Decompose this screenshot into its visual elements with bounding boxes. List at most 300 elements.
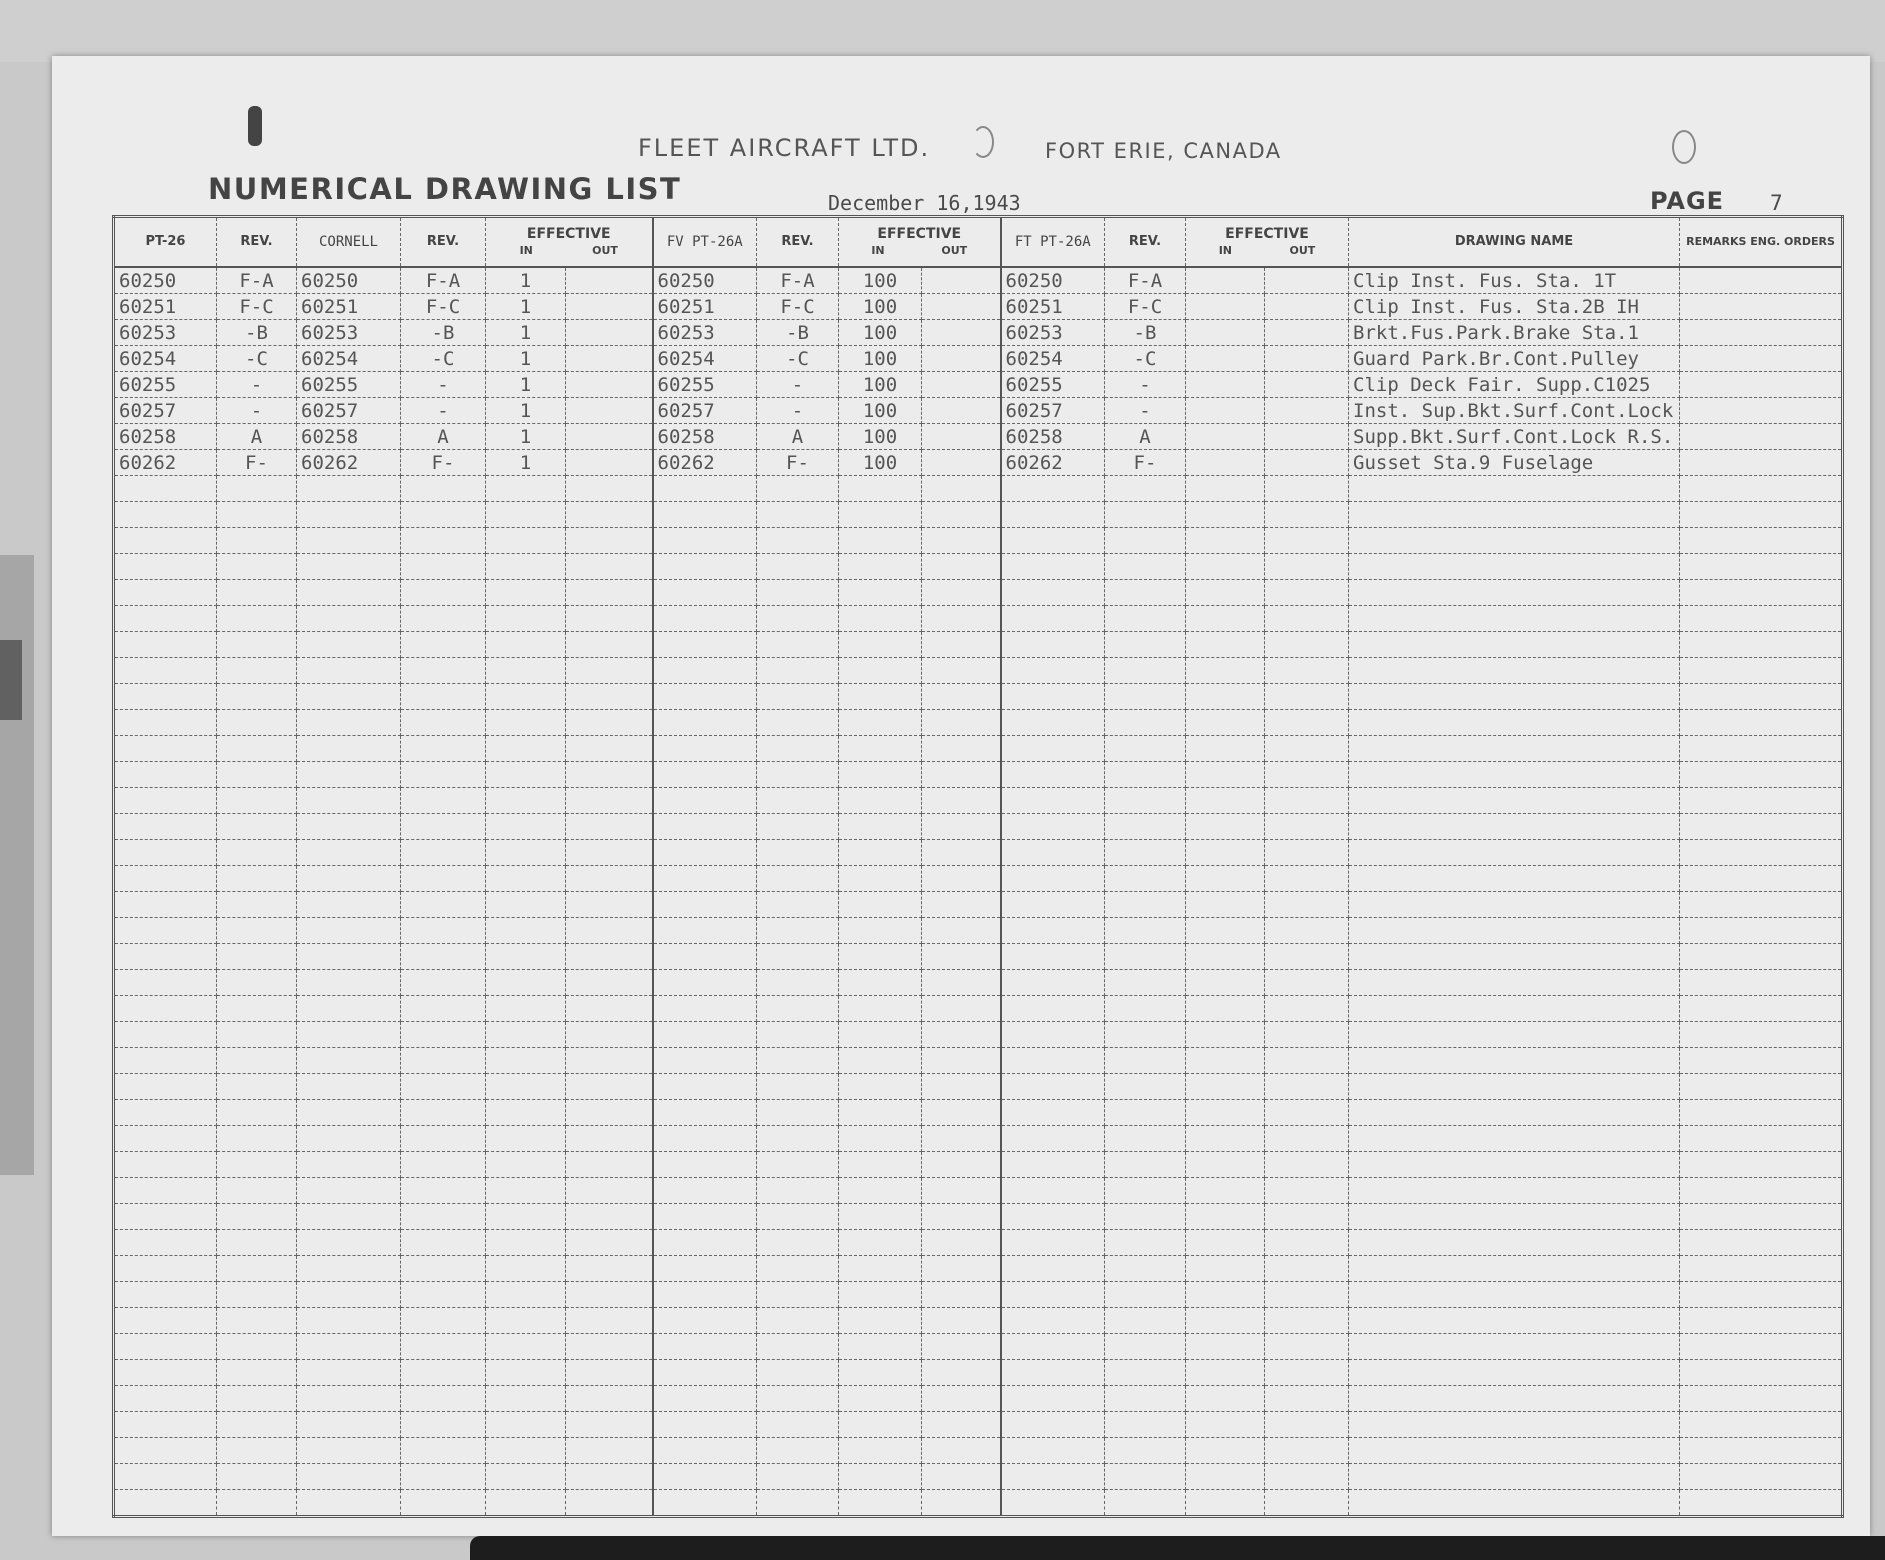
cell-ft: 60255	[1001, 372, 1105, 398]
cell-ft	[1001, 788, 1105, 814]
cell-remarks	[1680, 840, 1843, 866]
cell-name	[1349, 1178, 1680, 1204]
cell-in3	[1186, 320, 1265, 346]
cell-in2	[839, 1204, 922, 1230]
cell-rev1	[217, 788, 297, 814]
cell-in1	[486, 840, 566, 866]
cell-in1: 1	[486, 424, 566, 450]
blank-row	[114, 1256, 1843, 1282]
cell-fv	[653, 606, 757, 632]
cell-out1	[566, 1386, 653, 1412]
cell-remarks	[1680, 762, 1843, 788]
cell-rev3	[757, 1386, 839, 1412]
cell-cornell	[297, 1334, 401, 1360]
cell-rev3	[757, 1256, 839, 1282]
cell-out2	[922, 1334, 1001, 1360]
cell-rev3	[757, 476, 839, 502]
cell-pt26	[114, 580, 217, 606]
cell-out3	[1265, 996, 1349, 1022]
cell-in3	[1186, 1204, 1265, 1230]
cell-out3	[1265, 1256, 1349, 1282]
cell-rev1: F-	[217, 450, 297, 476]
cell-rev4	[1105, 684, 1186, 710]
cell-cornell	[297, 1412, 401, 1438]
punch-hole	[1672, 130, 1696, 164]
cell-cornell	[297, 788, 401, 814]
cell-ft	[1001, 1282, 1105, 1308]
cell-fv: 60250	[653, 267, 757, 294]
cell-ft	[1001, 1412, 1105, 1438]
cell-remarks	[1680, 502, 1843, 528]
cell-rev3: F-A	[757, 267, 839, 294]
table-row	[114, 267, 1843, 294]
cell-rev1	[217, 1386, 297, 1412]
cell-in1	[486, 1438, 566, 1464]
cell-remarks	[1680, 424, 1843, 450]
cell-out3	[1265, 1308, 1349, 1334]
cell-rev2	[401, 528, 486, 554]
cell-in3	[1186, 1152, 1265, 1178]
cell-remarks	[1680, 944, 1843, 970]
cell-out1	[566, 970, 653, 996]
cell-in1: 1	[486, 372, 566, 398]
cell-pt26	[114, 1282, 217, 1308]
cell-fv: 60258	[653, 424, 757, 450]
cell-out1	[566, 1126, 653, 1152]
cell-remarks	[1680, 1022, 1843, 1048]
cell-cornell	[297, 1100, 401, 1126]
cell-out1	[566, 840, 653, 866]
cell-in1	[486, 1152, 566, 1178]
cell-fv	[653, 736, 757, 762]
cell-in1	[486, 710, 566, 736]
cell-rev2	[401, 710, 486, 736]
cell-pt26	[114, 1308, 217, 1334]
cell-fv	[653, 1048, 757, 1074]
cell-cornell	[297, 1230, 401, 1256]
cell-fv: 60255	[653, 372, 757, 398]
blank-row	[114, 866, 1843, 892]
cell-rev4	[1105, 1282, 1186, 1308]
cell-ft	[1001, 1438, 1105, 1464]
cell-name	[1349, 1334, 1680, 1360]
cell-name: Gusset Sta.9 Fuselage	[1349, 450, 1680, 476]
cell-remarks	[1680, 996, 1843, 1022]
cell-cornell	[297, 918, 401, 944]
blank-row	[114, 1360, 1843, 1386]
cell-name: Clip Inst. Fus. Sta.2B IH	[1349, 294, 1680, 320]
cell-out2	[922, 996, 1001, 1022]
cell-cornell	[297, 1204, 401, 1230]
cell-rev3	[757, 944, 839, 970]
cell-fv	[653, 1386, 757, 1412]
cell-cornell: 60257	[297, 398, 401, 424]
cell-remarks	[1680, 1438, 1843, 1464]
cell-rev1: F-C	[217, 294, 297, 320]
cell-out3	[1265, 866, 1349, 892]
cell-rev1	[217, 1412, 297, 1438]
cell-in1	[486, 606, 566, 632]
cell-pt26	[114, 1126, 217, 1152]
cell-fv	[653, 1256, 757, 1282]
cell-cornell: 60258	[297, 424, 401, 450]
cell-remarks	[1680, 450, 1843, 476]
cell-name	[1349, 788, 1680, 814]
cell-rev4	[1105, 840, 1186, 866]
cell-rev4	[1105, 580, 1186, 606]
cell-out1	[566, 580, 653, 606]
cell-name	[1349, 1048, 1680, 1074]
cell-rev4	[1105, 1386, 1186, 1412]
cell-cornell	[297, 528, 401, 554]
cell-in1	[486, 1412, 566, 1438]
cell-rev3	[757, 632, 839, 658]
cell-pt26	[114, 1204, 217, 1230]
col-rev: REV.	[401, 217, 486, 268]
cell-rev2	[401, 684, 486, 710]
cell-rev4	[1105, 606, 1186, 632]
cell-rev4	[1105, 632, 1186, 658]
cell-rev2: -C	[401, 346, 486, 372]
cell-out2	[922, 450, 1001, 476]
cell-in3	[1186, 267, 1265, 294]
cell-fv	[653, 1230, 757, 1256]
cell-in3	[1186, 1308, 1265, 1334]
cell-in3	[1186, 918, 1265, 944]
cell-rev4	[1105, 736, 1186, 762]
cell-in1	[486, 736, 566, 762]
cell-remarks	[1680, 1334, 1843, 1360]
blank-row	[114, 606, 1843, 632]
cell-in3	[1186, 1412, 1265, 1438]
cell-rev3	[757, 1022, 839, 1048]
cell-name: Supp.Bkt.Surf.Cont.Lock R.S.	[1349, 424, 1680, 450]
cell-rev3	[757, 1230, 839, 1256]
cell-rev4: F-A	[1105, 267, 1186, 294]
cell-pt26	[114, 632, 217, 658]
cell-in2	[839, 1152, 922, 1178]
cell-in2	[839, 762, 922, 788]
cell-in3	[1186, 632, 1265, 658]
cell-pt26: 60254	[114, 346, 217, 372]
cell-rev1: -C	[217, 346, 297, 372]
effective-out-label: OUT	[1289, 243, 1316, 257]
cell-rev2: F-A	[401, 267, 486, 294]
cell-in3	[1186, 1490, 1265, 1517]
cell-pt26	[114, 892, 217, 918]
blank-row	[114, 944, 1843, 970]
cell-rev3	[757, 1490, 839, 1517]
cell-out2	[922, 606, 1001, 632]
cell-in2	[839, 1100, 922, 1126]
cell-in3	[1186, 1126, 1265, 1152]
cell-rev3	[757, 788, 839, 814]
cell-cornell	[297, 1152, 401, 1178]
cell-name	[1349, 1438, 1680, 1464]
cell-out2	[922, 684, 1001, 710]
cell-pt26	[114, 1360, 217, 1386]
cell-rev1	[217, 1256, 297, 1282]
col-cornell: CORNELL	[297, 217, 401, 268]
cell-in2	[839, 1438, 922, 1464]
cell-rev1	[217, 1360, 297, 1386]
cell-out1	[566, 1308, 653, 1334]
page-number: 7	[1770, 191, 1783, 215]
cell-out2	[922, 528, 1001, 554]
cell-rev4: -C	[1105, 346, 1186, 372]
cell-out3	[1265, 1204, 1349, 1230]
cell-fv	[653, 1074, 757, 1100]
cell-rev2	[401, 1464, 486, 1490]
cell-out3	[1265, 1152, 1349, 1178]
cell-rev1	[217, 580, 297, 606]
cell-fv	[653, 970, 757, 996]
cell-rev3	[757, 1464, 839, 1490]
cell-ft	[1001, 1230, 1105, 1256]
cell-in3	[1186, 372, 1265, 398]
cell-rev2	[401, 554, 486, 580]
cell-pt26	[114, 840, 217, 866]
cell-fv: 60253	[653, 320, 757, 346]
cell-fv	[653, 1464, 757, 1490]
cell-rev3	[757, 840, 839, 866]
cell-pt26	[114, 736, 217, 762]
cell-rev2	[401, 580, 486, 606]
cell-out3	[1265, 580, 1349, 606]
cell-in2: 100	[839, 424, 922, 450]
cell-in2: 100	[839, 450, 922, 476]
cell-out1	[566, 1230, 653, 1256]
cell-rev3	[757, 554, 839, 580]
cell-in3	[1186, 788, 1265, 814]
cell-out2	[922, 294, 1001, 320]
cell-rev1	[217, 1438, 297, 1464]
cell-rev4	[1105, 1464, 1186, 1490]
cell-remarks	[1680, 632, 1843, 658]
cell-in3	[1186, 1178, 1265, 1204]
cell-in1	[486, 1178, 566, 1204]
cell-out1	[566, 1100, 653, 1126]
cell-out1	[566, 892, 653, 918]
cell-pt26	[114, 1048, 217, 1074]
cell-rev2: F-	[401, 450, 486, 476]
cell-remarks	[1680, 528, 1843, 554]
cell-remarks	[1680, 918, 1843, 944]
blank-row	[114, 1282, 1843, 1308]
cell-rev1	[217, 1126, 297, 1152]
cell-in2	[839, 788, 922, 814]
cell-fv	[653, 658, 757, 684]
cell-in2	[839, 632, 922, 658]
page-label: PAGE	[1650, 187, 1725, 215]
cell-rev3	[757, 814, 839, 840]
cell-rev1	[217, 1464, 297, 1490]
cell-rev2	[401, 632, 486, 658]
cell-pt26	[114, 1178, 217, 1204]
cell-out2	[922, 632, 1001, 658]
cell-out2	[922, 918, 1001, 944]
cell-in1	[486, 1230, 566, 1256]
cell-cornell	[297, 1308, 401, 1334]
cell-in3	[1186, 996, 1265, 1022]
cell-rev3	[757, 1334, 839, 1360]
cell-out1	[566, 1282, 653, 1308]
cell-rev4	[1105, 788, 1186, 814]
cell-name	[1349, 1074, 1680, 1100]
cell-out2	[922, 736, 1001, 762]
cell-in2	[839, 1360, 922, 1386]
cell-pt26	[114, 1256, 217, 1282]
cell-name: Brkt.Fus.Park.Brake Sta.1	[1349, 320, 1680, 346]
cell-rev2	[401, 1022, 486, 1048]
cell-cornell: 60262	[297, 450, 401, 476]
cell-out1	[566, 1438, 653, 1464]
cell-rev1	[217, 1490, 297, 1517]
cell-rev3	[757, 1100, 839, 1126]
cell-in1	[486, 1386, 566, 1412]
blank-row	[114, 1386, 1843, 1412]
cell-rev2	[401, 866, 486, 892]
cell-in3	[1186, 1386, 1265, 1412]
cell-out2	[922, 1048, 1001, 1074]
cell-out3	[1265, 710, 1349, 736]
cell-rev4	[1105, 996, 1186, 1022]
blank-row	[114, 580, 1843, 606]
cell-out3	[1265, 1490, 1349, 1517]
cell-out3	[1265, 1048, 1349, 1074]
cell-fv	[653, 554, 757, 580]
cell-out1	[566, 814, 653, 840]
cell-ft	[1001, 632, 1105, 658]
cell-cornell	[297, 710, 401, 736]
cell-in2	[839, 1282, 922, 1308]
cell-rev4	[1105, 762, 1186, 788]
cell-pt26	[114, 762, 217, 788]
cell-pt26	[114, 1438, 217, 1464]
cell-rev1	[217, 944, 297, 970]
cell-cornell: 60254	[297, 346, 401, 372]
cell-fv	[653, 502, 757, 528]
cell-rev1	[217, 996, 297, 1022]
cell-in2	[839, 1074, 922, 1100]
cell-rev2	[401, 1230, 486, 1256]
cell-in3	[1186, 736, 1265, 762]
cell-rev2: F-C	[401, 294, 486, 320]
cell-remarks	[1680, 1360, 1843, 1386]
cell-cornell	[297, 632, 401, 658]
cell-fv: 60251	[653, 294, 757, 320]
cell-in1	[486, 1360, 566, 1386]
cell-ft: 60253	[1001, 320, 1105, 346]
cell-cornell	[297, 1282, 401, 1308]
cell-ft: 60250	[1001, 267, 1105, 294]
cell-in2	[839, 1490, 922, 1517]
blank-row	[114, 1438, 1843, 1464]
cell-rev1	[217, 1308, 297, 1334]
cell-ft	[1001, 996, 1105, 1022]
cell-pt26	[114, 788, 217, 814]
cell-in1	[486, 1204, 566, 1230]
cell-in2	[839, 1334, 922, 1360]
cell-fv: 60254	[653, 346, 757, 372]
cell-ft	[1001, 1308, 1105, 1334]
cell-name: Guard Park.Br.Cont.Pulley	[1349, 346, 1680, 372]
effective-out-label: OUT	[592, 243, 618, 257]
blank-row	[114, 1334, 1843, 1360]
cell-in2	[839, 528, 922, 554]
effective-in-label: IN	[1218, 243, 1233, 257]
cell-in3	[1186, 294, 1265, 320]
cell-pt26: 60251	[114, 294, 217, 320]
cell-in3	[1186, 1438, 1265, 1464]
cell-out3	[1265, 398, 1349, 424]
cell-in3	[1186, 450, 1265, 476]
cell-cornell	[297, 1178, 401, 1204]
cell-ft: 60254	[1001, 346, 1105, 372]
cell-out2	[922, 840, 1001, 866]
cell-in3	[1186, 502, 1265, 528]
cell-out3	[1265, 1178, 1349, 1204]
cell-in1	[486, 632, 566, 658]
cell-out2	[922, 944, 1001, 970]
cell-in2	[839, 840, 922, 866]
cell-rev2	[401, 736, 486, 762]
cell-fv	[653, 710, 757, 736]
cell-out1	[566, 294, 653, 320]
cell-rev4: -	[1105, 398, 1186, 424]
cell-pt26	[114, 684, 217, 710]
cell-in2	[839, 736, 922, 762]
cell-out1	[566, 450, 653, 476]
cell-out3	[1265, 918, 1349, 944]
cell-rev1: -B	[217, 320, 297, 346]
cell-rev2	[401, 762, 486, 788]
cell-in1: 1	[486, 294, 566, 320]
cell-rev4	[1105, 1438, 1186, 1464]
cell-rev4	[1105, 970, 1186, 996]
cell-rev4	[1105, 1126, 1186, 1152]
cell-out3	[1265, 554, 1349, 580]
cell-remarks	[1680, 267, 1843, 294]
cell-rev4	[1105, 892, 1186, 918]
tape-shadow	[0, 640, 22, 720]
clip-mark	[248, 106, 262, 146]
cell-rev3	[757, 502, 839, 528]
cell-out1	[566, 944, 653, 970]
cell-rev3	[757, 1412, 839, 1438]
cell-ft	[1001, 580, 1105, 606]
cell-out1	[566, 476, 653, 502]
effective-label: EFFECTIVE	[526, 225, 611, 242]
cell-name	[1349, 658, 1680, 684]
cell-rev4	[1105, 1074, 1186, 1100]
cell-ft	[1001, 1048, 1105, 1074]
cell-remarks	[1680, 866, 1843, 892]
cell-in1	[486, 1282, 566, 1308]
cell-out3	[1265, 1438, 1349, 1464]
cell-ft	[1001, 1022, 1105, 1048]
cell-in1	[486, 996, 566, 1022]
cell-out2	[922, 814, 1001, 840]
cell-rev1	[217, 684, 297, 710]
cell-cornell	[297, 1438, 401, 1464]
blank-row	[114, 502, 1843, 528]
cell-remarks	[1680, 710, 1843, 736]
cell-rev4	[1105, 944, 1186, 970]
cell-in2	[839, 918, 922, 944]
cell-in1	[486, 918, 566, 944]
cell-in2	[839, 658, 922, 684]
